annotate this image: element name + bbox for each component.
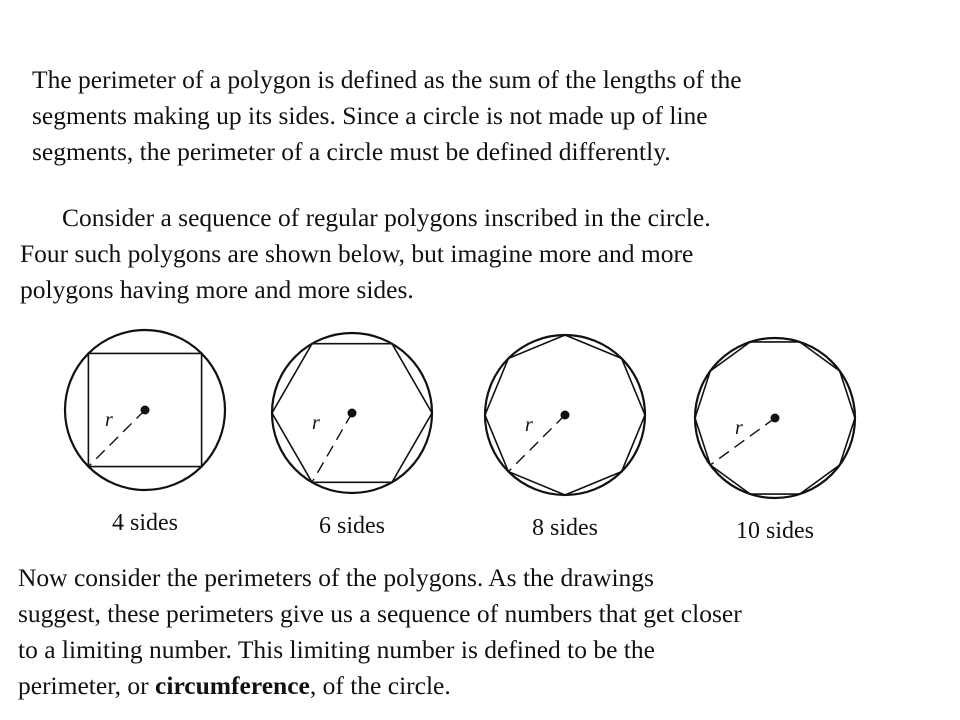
text-line: segments, the perimeter of a circle must be defined differently. (32, 137, 671, 166)
circumference-term: circumference (155, 671, 310, 700)
text-line: Consider a sequence of regular polygons inscribed in the circle. (62, 203, 711, 232)
radius-label: r (105, 409, 113, 431)
figure-caption: 4 sides (112, 510, 178, 536)
text-line: Now consider the perimeters of the polygons. As the drawings (18, 563, 654, 592)
radius-label: r (312, 412, 320, 434)
center-dot (348, 409, 357, 418)
center-dot (771, 414, 780, 423)
text-fragment: perimeter, or (18, 671, 156, 700)
radius-line (508, 415, 565, 472)
text-line: Four such polygons are shown below, but imagine more and more (20, 239, 694, 268)
figure-caption: 6 sides (319, 513, 385, 539)
text-line: suggest, these perimeters give us a sequence of numbers that get closer (18, 599, 742, 628)
conclusion-paragraph (18, 560, 742, 704)
intro-paragraph (32, 62, 742, 170)
radius-label: r (525, 414, 533, 436)
inscribed-polygons-figure (0, 320, 960, 560)
text-fragment: , of the circle. (309, 671, 451, 700)
text-line: to a limiting number. This limiting number is defined to be the (18, 635, 655, 664)
text-line: The perimeter of a polygon is defined as the sum of the lengths of the (32, 65, 742, 94)
text-line: polygons having more and more sides. (20, 275, 414, 304)
center-dot (141, 406, 150, 415)
radius-line (88, 410, 145, 467)
figure-caption: 10 sides (736, 518, 814, 544)
text-line: segments making up its sides. Since a circle is not made up of line (32, 101, 708, 130)
figure-caption: 8 sides (532, 515, 598, 541)
center-dot (561, 411, 570, 420)
sequence-paragraph (20, 200, 711, 308)
text-line (18, 668, 742, 704)
radius-label: r (735, 417, 743, 439)
